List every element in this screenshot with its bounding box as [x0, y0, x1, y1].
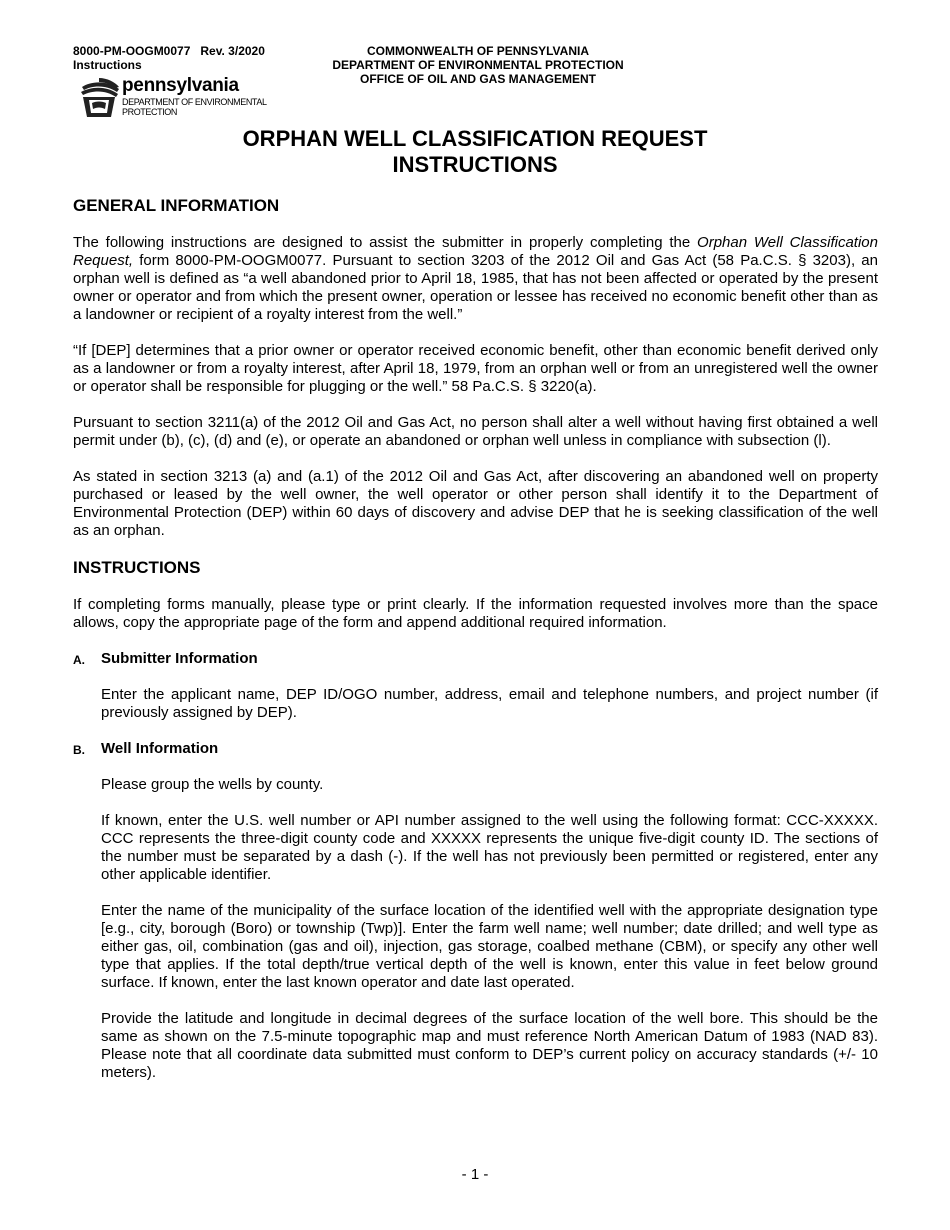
section-b-paragraph-1: Please group the wells by county. — [101, 776, 324, 793]
instructions-intro: If completing forms manually, please type or print clearly. If the information requested involves more than the space allows, copy the appropriate page of the form and append additional required information. — [73, 596, 878, 631]
general-paragraph-2: “If [DEP] determines that a prior owner or operator received economic benefit, other than economic benefit derived only as a landowner or from a royalty interest, after April 18, 1979, from an orphan well or from an unregistered well the owner or operator shall be responsible for plugging or the well.” 58 Pa.C.S. § 3220(a). — [73, 342, 878, 395]
agency-line: DEPARTMENT OF ENVIRONMENTAL PROTECTION — [332, 58, 624, 72]
title-line: INSTRUCTIONS — [392, 152, 558, 177]
logo-department — [122, 97, 282, 117]
title-line: ORPHAN WELL CLASSIFICATION REQUEST — [242, 126, 708, 151]
general-information-heading: GENERAL INFORMATION — [73, 196, 280, 215]
section-b-heading — [73, 740, 878, 758]
form-revision: Rev. 3/2020 — [200, 44, 265, 58]
form-title-italic: Orphan Well Classification Request, — [73, 234, 878, 269]
section-b-paragraph-2: If known, enter the U.S. well number or API number assigned to the well using the following format: CCC-XXXXX. CCC represents the three-digit county code and XXXXX represents the unique five-digit county ID. The sections of the number must be separated by a dash (-). If the well has not previously been permitted or registered, enter any other applicable identifier. — [101, 812, 878, 883]
section-a-title: Submitter Information — [101, 650, 258, 667]
document-body — [73, 196, 878, 1082]
general-p1-text-a: The following instructions are designed to assist the submitter in properly completing the — [73, 234, 698, 251]
pa-dep-logo — [77, 75, 277, 119]
general-p1-text-b: form 8000-PM-OOGM0077. Pursuant to section 3203 of the 2012 Oil and Gas Act (58 Pa.C.S. § 3203), an orphan well is defined as “a well abandoned prior to April 18, 1985, that has not been affected or operated by the present owner or operator and from which the present owner, operation or lessee has received no economic benefit other than as a landowner or recipient of a royalty interest from the well.” — [73, 252, 878, 323]
instructions-heading: INSTRUCTIONS — [73, 558, 201, 577]
form-id-line — [73, 44, 265, 58]
form-header-left — [73, 44, 265, 72]
general-paragraph-1 — [73, 234, 878, 324]
agency-line: COMMONWEALTH OF PENNSYLVANIA — [367, 44, 589, 58]
section-b-title: Well Information — [101, 740, 219, 757]
document-title — [0, 126, 950, 178]
general-paragraph-4: As stated in section 3213 (a) and (a.1) of the 2012 Oil and Gas Act, after discovering an abandoned well on property purchased or leased by the well owner, the well operator or other person shall identify it to the Department of Environmental Protection (DEP) within 60 days of discovery and advise DEP that he is seeking classification of the well as an orphan. — [73, 468, 878, 539]
form-doc-type: Instructions — [73, 58, 142, 72]
section-b-paragraph-4: Provide the latitude and longitude in decimal degrees of the surface location of the well bore. This should be the same as shown on the 7.5-minute topographic map and must reference North American Datum of 1983 (NAD 83). Please note that all coordinate data submitted must conform to DEP’s current policy on accuracy standards (+/- 10 meters). — [101, 1010, 878, 1081]
agency-header — [300, 44, 656, 86]
form-number: 8000-PM-OOGM0077 — [73, 44, 191, 58]
agency-line: OFFICE OF OIL AND GAS MANAGEMENT — [360, 72, 596, 86]
section-a-letter: A. — [73, 653, 85, 667]
general-paragraph-3: Pursuant to section 3211(a) of the 2012 Oil and Gas Act, no person shall alter a well without having first obtained a well permit under (b), (c), (d) and (e), or operate an abandoned or orphan well unless in compliance with subsection (l). — [73, 414, 878, 449]
section-b-letter: B. — [73, 743, 85, 757]
page-number: - 1 - — [461, 1166, 489, 1183]
section-a-paragraph: Enter the applicant name, DEP ID/OGO number, address, email and telephone numbers, and project number (if previously assigned by DEP). — [101, 686, 878, 721]
logo-department-line: PROTECTION — [122, 107, 178, 117]
section-a-heading — [73, 650, 878, 668]
logo-department-line: DEPARTMENT OF ENVIRONMENTAL — [122, 97, 267, 107]
section-b-paragraph-3: Enter the name of the municipality of the surface location of the identified well with the appropriate designation type [e.g., city, borough (Boro) or township (Twp)]. Enter the farm well name; well number; date drilled; and well type as either gas, oil, combination (gas and oil), injection, gas storage, coalbed methane (CBM), or specify any other well type that applies. If the total depth/true vertical depth of the well is known, enter this value in feet below ground surface. If known, enter the last known operator and date last operated. — [101, 902, 878, 991]
logo-wordmark: pennsylvania — [122, 75, 239, 96]
keystone-flag-icon — [77, 75, 121, 119]
